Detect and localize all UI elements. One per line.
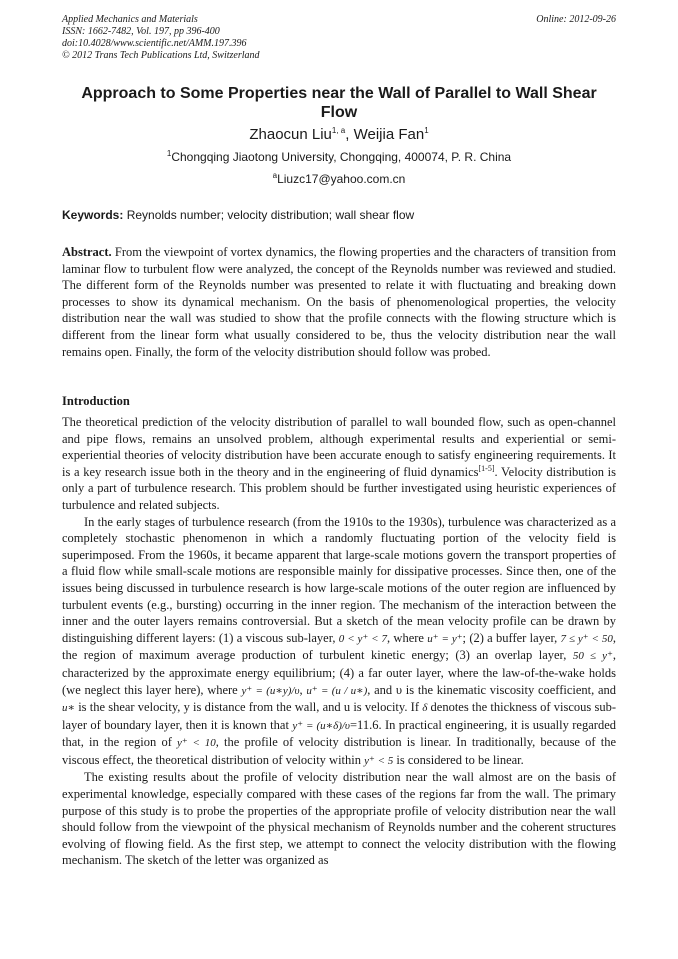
text: . Velocity distribution is only a part of turbulence research. This problem should be further investigated using heuristic experiences of turbulence and related subjects. [62, 464, 616, 512]
affiliation [62, 150, 616, 164]
online-date: Online: 2012-09-26 [536, 14, 616, 25]
equation: 7 ≤ y⁺ < 50 [560, 632, 613, 645]
email-address: Liuzc17@yahoo.com.cn [277, 172, 406, 186]
citation: [1-5] [478, 463, 495, 473]
paragraph [62, 514, 616, 770]
text: , the region of maximum average production of turbulent kinetic energy; (3) an overlap layer, [62, 630, 616, 663]
affil-text: Chongqing Jiaotong University, Chongqing, 400074, P. R. China [171, 150, 512, 164]
section-heading: Introduction [62, 394, 130, 408]
author-affil-mark: 1, a [331, 126, 346, 135]
author-name: Zhaocun Liu [249, 126, 332, 143]
abstract-label: Abstract. [62, 245, 112, 259]
intro-body [62, 414, 616, 869]
author-separator: , [345, 126, 354, 143]
paragraph [62, 414, 616, 514]
text: is considered to be linear. [393, 752, 524, 767]
equation: y⁺ < 5 [364, 754, 394, 767]
text: The theoretical prediction of the velocity distribution of parallel to wall bounded flow, such as open-channel and pipe flows, remains an unsolved problem, although experimental results and experiential or semi-experiential theories of velocity distribution have been accurate enough to satisfy engineering requirements. It is a key research issue both in the theory and in the engineering of fluid dynamics [62, 415, 616, 479]
issn-line: ISSN: 1662-7482, Vol. 197, pp 396-400 [62, 26, 220, 37]
page-header [62, 14, 616, 62]
paper-title: Approach to Some Properties near the Wall of Parallel to Wall Shear Flow [81, 85, 597, 121]
email-mark: a [272, 171, 278, 180]
journal-name: Applied Mechanics and Materials [62, 14, 198, 25]
text: , characterized by the approximate energy equilibrium; (4) a far outer layer, where the law-of-the-wake holds (we neglect this layer here), where [62, 648, 616, 697]
equation: y⁺ < 10 [177, 737, 216, 750]
email-line [62, 172, 616, 186]
keywords-label: Keywords: [62, 208, 124, 222]
affil-mark: 1 [166, 149, 172, 158]
text: =11.6. In practical engineering, it is usually regarded that, in the region of [62, 717, 616, 750]
text: , [299, 682, 307, 697]
doi-line: doi:10.4028/www.scientific.net/AMM.197.396 [62, 38, 247, 49]
text: is the shear velocity, y is distance from the wall, and u is velocity. If [74, 700, 423, 715]
text: denotes the thickness of viscous sub-layer of boundary layer, then it is known that [62, 700, 617, 732]
text: , where [387, 630, 428, 645]
author-line [62, 126, 616, 143]
keywords [62, 208, 616, 222]
equation: δ [422, 702, 428, 715]
equation: y⁺ = (u∗y)/υ [241, 684, 300, 697]
equation: u∗ [62, 702, 75, 715]
equation: u⁺ = (u / u∗) [306, 684, 368, 697]
copyright-line: © 2012 Trans Tech Publications Ltd, Switzerland [62, 50, 260, 61]
keywords-text: Reynolds number; velocity distribution; wall shear flow [123, 208, 415, 222]
text: , and υ is the kinematic viscosity coefficient, and [367, 682, 617, 697]
author-name: Weijia Fan [353, 126, 425, 143]
abstract-text: From the viewpoint of vortex dynamics, the flowing properties and the characters of transition from laminar flow to turbulent flow were analyzed, the concept of the Reynolds number was reviewed and studied. The different form of the Reynolds number was presented to relate it with fluctuating and breaking down processes to show its dynamical mechanism. On the basis of phenomenological properties, the velocity distribution near the wall was studied to show that the profile connects with the flowing structure which is different from the linear form what usually considered to be, thus the velocity distribution near the wall remains open. Finally, the form of the velocity distribution should follow was probed. [62, 245, 616, 359]
text: , the profile of velocity distribution is linear. In traditionally, because of the viscous effect, the theoretical distribution of velocity within [62, 735, 616, 767]
abstract [62, 244, 616, 360]
equation: y⁺ = (u∗δ)/υ [292, 719, 350, 732]
equation: 0 < y⁺ < 7 [338, 632, 388, 645]
equation: 50 ≤ y⁺ [572, 650, 613, 663]
equation: u⁺ = y⁺ [427, 632, 463, 645]
paragraph: The existing results about the profile of velocity distribution near the wall almost are on the basis of experimental knowledge, especially compared with these cases of the regions far from the wall. The primary purpose of this study is to probe the properties of the appropriate profile of velocity distribution near the wall should follow from the viewpoint of the physical mechanism of Reynolds number and the coherent structures evolving of flowing field. As the first step, we attempt to connect the velocity distribution with the flowing mechanism. The sketch of the letter was organized as [62, 770, 616, 868]
author-affil-mark: 1 [424, 126, 429, 135]
text: In the early stages of turbulence research (from the 1910s to the 1930s), turbulence was characterized as a completely stochastic phenomenon in which a randomly fluctuating portion of the velocity field is superimposed. From the 1960s, it became apparent that large-scale motions govern the transport properties of a fluid flow while small-scale motions are responsible mainly for dissipative processes. Since then, one of the issues being discussed in turbulence research is how large-scale motions of the outer region are influenced by turbulent events (e.g., bursting) occurring in the inner region. The mechanism of the interaction between the inner and the outer layers remains controversial. But a sketch of the mean velocity profile can be drawn by distinguishing different layers: (1) a viscous sub-layer, [62, 514, 616, 645]
text: ; (2) a buffer layer, [462, 630, 561, 645]
